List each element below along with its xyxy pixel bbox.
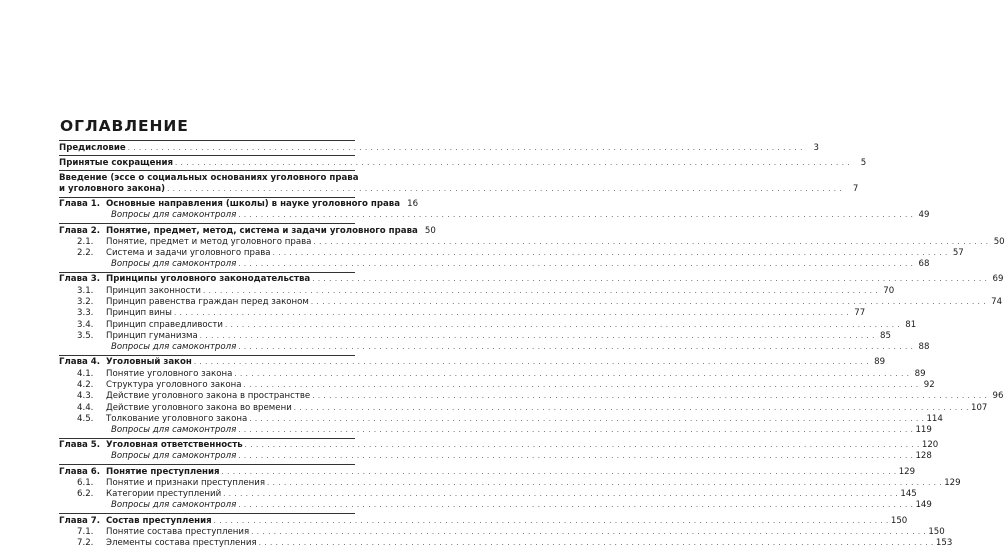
toc-entry <box>59 155 867 169</box>
section-number: 6.1. <box>77 477 94 488</box>
chapter-number: Глава 4. <box>59 357 101 368</box>
chapter-title: Принципы уголовного законодательства <box>106 274 311 285</box>
leader-dots: . . . . . . . . . . . . . . . . . . . . . . . . . . . . . . . . . . . . . . . . . . . . . . . . . . . . . . . . . . . . . . . . . . . . . . . . . . . . . . . . . . . . . . . . . . . . . . . . . . . . . . . . . . . . . . . . . . . . . . . . <box>312 392 988 401</box>
section-title: Принцип равенства граждан перед законом <box>106 297 309 308</box>
toc-entry <box>59 413 943 425</box>
page-number: 5 <box>860 157 867 168</box>
toc-entry <box>59 379 935 391</box>
leader-dots: . . . . . . . . . . . . . . . . . . . . . . . . . . . . . . . . . . . . . . . . . . . . . . . . . . . . . . . . . . . . . . . . . . . . . . . . . . . . . . . . . . . . . . . . . . . . . . . . . . . . . . . . . . . . . . . . . . . . . . . . <box>258 539 934 548</box>
section-title: Категории преступлений <box>106 489 222 500</box>
toc-entry <box>59 170 859 195</box>
page-number: 96 <box>992 391 1004 402</box>
toc-entry <box>59 272 1004 286</box>
page-number: 57 <box>952 248 964 259</box>
toc-entry <box>59 308 866 319</box>
entry-title: Предисловие <box>59 142 126 153</box>
toc-entry <box>59 355 886 369</box>
leader-dots: . . . . . . . . . . . . . . . . . . . . . . . . . . . . . . . . . . . . . . . . . . . . . . . . . . . . . . . . . . . . . . . . . . . . . . . . . . . . . . . . . . . . . . . . . . . . . . . . . . . . . . . . . . . . . . . . . . . . . . . . <box>313 237 989 246</box>
toc-entry <box>59 330 891 342</box>
page-number: 129 <box>898 466 916 477</box>
page-number: 120 <box>921 440 939 451</box>
page-number: 119 <box>915 425 932 436</box>
leader-dots: . . . . . . . . . . . . . . . . . . . . . . . . . . . . . . . . . . . . . . . . . . . . . . . . . . . . . . . . . . . . . . . . . . . . . . . . . . . . . . . . . . . . . . . . . . . . . . . . . . . . . . . . . . . . . . . . . . . . . . . . <box>243 380 919 389</box>
page-number: 149 <box>915 500 932 511</box>
leader-dots: . . . . . . . . . . . . . . . . . . . . . . . . . . . . . . . . . . . . . . . . . . . . . . . . . . . . . . . . . . . . . . . . . . . . . . . . . . . . . . . . . . . . . . . . . . . . . . . . . . . . . . . . . . . . . . . . . . . . . . . . <box>267 478 943 487</box>
leader-dots: . . . . . . . . . . . . . . . . . . . . . . . . . . . . . . . . . . . . . . . . . . . . . . . . . . . . . . . . . . . . . . . . . . . . . . . . . . . . . . . . . . . . . . . . . . . . . . . . . . . . . . . . . . . . . . . . . . . . . . . . <box>238 211 914 220</box>
section-number: 3.3. <box>77 308 94 319</box>
page-number: 129 <box>944 477 961 488</box>
section-number: 3.5. <box>77 330 94 341</box>
page-number: 114 <box>926 413 943 424</box>
page-number: 128 <box>915 451 932 462</box>
table-of-contents <box>59 140 1005 549</box>
leader-dots: . . . . . . . . . . . . . . . . . . . . . . . . . . . . . . . . . . . . . . . . . . . . . . . . . . . . . . . . . . . . . . . . . . . . . . . . . . . . . . . . . . . . . . . . . . . . . . . . . . . . . . . . . . . . . . . . . . . . . . . . <box>213 516 889 525</box>
toc-entry <box>59 451 932 462</box>
section-title: Принцип вины <box>106 308 172 319</box>
section-number: 3.2. <box>77 297 94 308</box>
toc-entry <box>59 297 1003 308</box>
leader-dots: . . . . . . . . . . . . . . . . . . . . . . . . . . . . . . . . . . . . . . . . . . . . . . . . . . . . . . . . . . . . . . . . . . . . . . . . . . . . . . . . . . . . . . . . . . . . . . . . . . . . . . . . . . . . . . . . . . . . . . . . <box>238 501 914 510</box>
toc-entry <box>59 210 930 221</box>
section-number: 4.4. <box>77 402 94 413</box>
toc-entry <box>59 489 917 500</box>
toc-entry <box>59 259 930 270</box>
toc-entry <box>59 197 419 211</box>
chapter-title: Основные направления (школы) в науке уголовного права <box>106 199 401 210</box>
chapter-title: Уголовный закон <box>106 357 192 368</box>
toc-entry <box>59 342 930 353</box>
leader-dots: . . . . . . . . . . . . . . . . . . . . . . . . . . . . . . . . . . . . . . . . . . . . . . . . . . . . . . . . . . . . . . . . . . . . . . . . . . . . . . . . . . . . . . . . . . . . . . . . . . . . . . . . . . . . . . . . . . . . . . . . <box>312 275 988 284</box>
page-number: 3 <box>813 142 819 153</box>
page-number: 150 <box>928 526 945 537</box>
chapter-title: Понятие преступления <box>106 466 220 477</box>
toc-entry <box>59 464 916 478</box>
leader-dots: . . . . . . . . . . . . . . . . . . . . . . . . . . . . . . . . . . . . . . . . . . . . . . . . . . . . . . . . . . . . . . . . . . . . . . . . . . . . . . . . . . . . . . . . . . . . . . . . . . . . . . . . . . . . . . . . . . . . . . . . <box>238 260 914 269</box>
page-number: 85 <box>880 330 891 341</box>
section-number: 7.2. <box>77 538 94 549</box>
leader-dots: . . . . . . . . . . . . . . . . . . . . . . . . . . . . . . . . . . . . . . . . . . . . . . . . . . . . . . . . . . . . . . . . . . . . . . . . . . . . . . . . . . . . . . . . . . . . . . . . . . . . . . . . . . . . . . . . . . . . . . . . <box>244 441 920 450</box>
leader-dots: . . . . . . . . . . . . . . . . . . . . . . . . . . . . . . . . . . . . . . . . . . . . . . . . . . . . . . . . . . . . . . . . . . . . . . . . . . . . . . . . . . . . . . . . . . . . . . . . . . . . . . . . . . . . . . . . . . . . . . . . <box>173 309 850 318</box>
section-title: Принцип справедливости <box>106 319 223 330</box>
section-number: 3.4. <box>77 319 94 330</box>
toc-entry <box>59 425 932 436</box>
leader-dots: . . . . . . . . . . . . . . . . . . . . . . . . . . . . . . . . . . . . . . . . . . . . . . . . . . . . . . . . . . . . . . . . . . . . . . . . . . . . . . . . . . . . . . . . . . . . . . . . . . . . . . . . . . . . . . . . . . . . . . . . <box>238 343 914 352</box>
section-number: 2.2. <box>77 248 94 259</box>
entry-title-continued: и уголовного закона) <box>59 184 166 195</box>
leader-dots: . . . . . . . . . . . . . . . . . . . . . . . . . . . . . . . . . . . . . . . . . . . . . . . . . . . . . . . . . . . . . . . . . . . . . . . . . . . . . . . . . . . . . . . . . . . . . . . . . . . . . . . . . . . . . . . . . . . . . . . . <box>193 358 870 367</box>
chapter-number: Глава 7. <box>59 515 101 526</box>
section-number: 4.3. <box>77 391 94 402</box>
toc-entry <box>59 236 1005 248</box>
page-number: 92 <box>923 379 935 390</box>
entry-title: Принятые сокращения <box>59 157 173 168</box>
section-title: Толкование уголовного закона <box>106 413 248 424</box>
toc-entry <box>59 248 964 259</box>
leader-dots: . . . . . . . . . . . . . . . . . . . . . . . . . . . . . . . . . . . . . . . . . . . . . . . . . . . . . . . . . . . . . . . . . . . . . . . . . . . . . . . . . . . . . . . . . . . . . . . . . . . . . . . . . . . . . . . . . . . . . . . . <box>127 143 803 152</box>
toc-entry <box>59 223 436 237</box>
leader-dots: . . . . . . . . . . . . . . . . . . . . . . . . . . . . . . . . . . . . . . . . . . . . . . . . . . . . . . . . . . . . . . . . . . . . . . . . . . . . . . . . . . . . . . . . . . . . . . . . . . . . . . . . . . . . . . . . . . . . . . . . <box>223 490 899 499</box>
page-number: 69 <box>992 274 1004 285</box>
toc-entry <box>59 500 932 511</box>
section-title: Принцип законности <box>106 285 202 296</box>
toc-entry <box>59 402 988 414</box>
page-number: 145 <box>900 489 917 500</box>
toc-entry <box>59 391 1004 402</box>
toc-title: ОГЛАВЛЕНИЕ <box>60 117 189 135</box>
self-check-questions: Вопросы для самоконтроля <box>111 500 237 511</box>
section-title: Действие уголовного закона во времени <box>106 402 292 413</box>
leader-dots: . . . . . . . . . . . . . . . . . . . . . . . . . . . . . . . . . . . . . . . . . . . . . . . . . . . . . . . . . . . . . . . . . . . . . . . . . . . . . . . . . . . . . . . . . . . . . . . . . . . . . . . . . . . . . . . . . . . . . . . . <box>167 185 843 194</box>
leader-dots: . . . . . . . . . . . . . . . . . . . . . . . . . . . . . . . . . . . . . . . . . . . . . . . . . . . . . . . . . . . . . . . . . . . . . . . . . . . . . . . . . . . . . . . . . . . . . . . . . . . . . . . . . . . . . . . . . . . . . . . . <box>224 320 901 329</box>
section-number: 4.2. <box>77 379 94 390</box>
leader-dots: . . . . . . . . . . . . . . . . . . . . . . . . . . . . . . . . . . . . . . . . . . . . . . . . . . . . . . . . . . . . . . . . . . . . . . . . . . . . . . . . . . . . . . . . . . . . . . . . . . . . . . . . . . . . . . . . . . . . . . . . <box>293 403 969 412</box>
leader-dots: . . . . . . . . . . . . . . . . . . . . . . . . . . . . . . . . . . . . . . . . . . . . . . . . . . . . . . . . . . . . . . . . . . . . . . . . . . . . . . . . . . . . . . . . . . . . . . . . . . . . . . . . . . . . . . . . . . . . . . . . <box>203 286 879 295</box>
page-number: 89 <box>874 357 886 368</box>
leader-dots: . . . . . . . . . . . . . . . . . . . . . . . . . . . . . . . . . . . . . . . . . . . . . . . . . . . . . . . . . . . . . . . . . . . . . . . . . . . . . . . . . . . . . . . . . . . . . . . . . . . . . . . . . . . . . . . . . . . . . . . . <box>310 298 987 307</box>
leader-dots: . . . . . . . . . . . . . . . . . . . . . . . . . . . . . . . . . . . . . . . . . . . . . . . . . . . . . . . . . . . . . . . . . . . . . . . . . . . . . . . . . . . . . . . . . . . . . . . . . . . . . . . . . . . . . . . . . . . . . . . . <box>199 331 875 340</box>
leader-dots: . . . . . . . . . . . . . . . . . . . . . . . . . . . . . . . . . . . . . . . . . . . . . . . . . . . . . . . . . . . . . . . . . . . . . . . . . . . . . . . . . . . . . . . . . . . . . . . . . . . . . . . . . . . . . . . . . . . . . . . . <box>234 369 910 378</box>
leader-dots: . . . . . . . . . . . . . . . . . . . . . . . . . . . . . . . . . . . . . . . . . . . . . . . . . . . . . . . . . . . . . . . . . . . . . . . . . . . . . . . . . . . . . . . . . . . . . . . . . . . . . . . . . . . . . . . . . . . . . . . . <box>238 426 914 435</box>
page-number: 77 <box>854 308 866 319</box>
self-check-questions: Вопросы для самоконтроля <box>111 210 237 221</box>
page-number: 7 <box>852 184 859 195</box>
page-number: 74 <box>991 297 1003 308</box>
chapter-number: Глава 2. <box>59 225 101 236</box>
chapter-title: Понятие, предмет, метод, система и задачи уголовного права <box>106 225 418 236</box>
page-number: 89 <box>914 368 926 379</box>
leader-dots: . . . . . . . . . . . . . . . . . . . . . . . . . . . . . . . . . . . . . . . . . . . . . . . . . . . . . . . . . . . . . . . . . . . . . . . . . . . . . . . . . . . . . . . . . . . . . . . . . . . . . . . . . . . . . . . . . . . . . . . . <box>249 414 925 423</box>
section-number: 2.1. <box>77 236 94 247</box>
page-number: 153 <box>935 538 953 549</box>
leader-dots: . . . . . . . . . . . . . . . . . . . . . . . . . . . . . . . . . . . . . . . . . . . . . . . . . . . . . . . . . . . . . . . . . . . . . . . . . . . . . . . . . . . . . . . . . . . . . . . . . . . . . . . . . . . . . . . . . . . . . . . . <box>272 249 948 258</box>
section-number: 7.1. <box>77 526 94 537</box>
toc-entry <box>59 477 961 489</box>
section-number: 6.2. <box>77 489 94 500</box>
toc-entry <box>59 538 953 549</box>
chapter-number: Глава 3. <box>59 274 101 285</box>
toc-entry <box>59 513 908 527</box>
toc-entry <box>59 319 917 331</box>
toc-entry <box>59 368 926 380</box>
chapter-title: Уголовная ответственность <box>106 440 243 451</box>
self-check-questions: Вопросы для самоконтроля <box>111 451 237 462</box>
page-number: 81 <box>905 319 917 330</box>
page-number: 50 <box>424 225 436 236</box>
section-number: 3.1. <box>77 285 94 296</box>
entry-title: Введение (эссе о социальных основаниях уголовного права <box>59 172 359 183</box>
section-title: Действие уголовного закона в пространстве <box>106 391 311 402</box>
self-check-questions: Вопросы для самоконтроля <box>111 259 237 270</box>
toc-entry <box>59 526 945 538</box>
page-number: 150 <box>890 515 908 526</box>
section-number: 4.1. <box>77 368 94 379</box>
self-check-questions: Вопросы для самоконтроля <box>111 342 237 353</box>
section-title: Понятие и признаки преступления <box>106 477 266 488</box>
section-title: Принцип гуманизма <box>106 330 198 341</box>
section-number: 4.5. <box>77 413 94 424</box>
toc-entry <box>59 438 939 452</box>
toc-entry <box>59 285 895 297</box>
page-number: 49 <box>918 210 930 221</box>
page-number: 88 <box>918 342 930 353</box>
chapter-title: Состав преступления <box>106 515 212 526</box>
leader-dots: . . . . . . . . . . . . . . . . . . . . . . . . . . . . . . . . . . . . . . . . . . . . . . . . . . . . . . . . . . . . . . . . . . . . . . . . . . . . . . . . . . . . . . . . . . . . . . . . . . . . . . . . . . . . . . . . . . . . . . . . <box>238 452 914 461</box>
chapter-number: Глава 5. <box>59 440 101 451</box>
leader-dots: . . . . . . . . . . . . . . . . . . . . . . . . . . . . . . . . . . . . . . . . . . . . . . . . . . . . . . . . . . . . . . . . . . . . . . . . . . . . . . . . . . . . . . . . . . . . . . . . . . . . . . . . . . . . . . . . . . . . . . . . <box>251 527 927 536</box>
chapter-number: Глава 1. <box>59 199 101 210</box>
section-title: Понятие, предмет и метод уголовного права <box>106 236 312 247</box>
section-title: Структура уголовного закона <box>106 379 242 390</box>
section-title: Понятие уголовного закона <box>106 368 233 379</box>
page-number: 50 <box>993 236 1005 247</box>
self-check-questions: Вопросы для самоконтроля <box>111 425 237 436</box>
section-title: Элементы состава преступления <box>106 538 257 549</box>
leader-dots: . . . . . . . . . . . . . . . . . . . . . . . . . . . . . . . . . . . . . . . . . . . . . . . . . . . . . . . . . . . . . . . . . . . . . . . . . . . . . . . . . . . . . . . . . . . . . . . . . . . . . . . . . . . . . . . . . . . . . . . . <box>221 467 897 476</box>
toc-entry <box>59 140 819 154</box>
page-number: 70 <box>883 285 895 296</box>
section-title: Понятие состава преступления <box>106 526 250 537</box>
section-title: Система и задачи уголовного права <box>106 248 271 259</box>
chapter-number: Глава 6. <box>59 466 101 477</box>
page-number: 68 <box>918 259 930 270</box>
leader-dots: . . . . . . . . . . . . . . . . . . . . . . . . . . . . . . . . . . . . . . . . . . . . . . . . . . . . . . . . . . . . . . . . . . . . . . . . . . . . . . . . . . . . . . . . . . . . . . . . . . . . . . . . . . . . . . . . . . . . . . . . <box>174 158 851 167</box>
page-number: 16 <box>407 199 419 210</box>
page-number: 107 <box>970 402 988 413</box>
